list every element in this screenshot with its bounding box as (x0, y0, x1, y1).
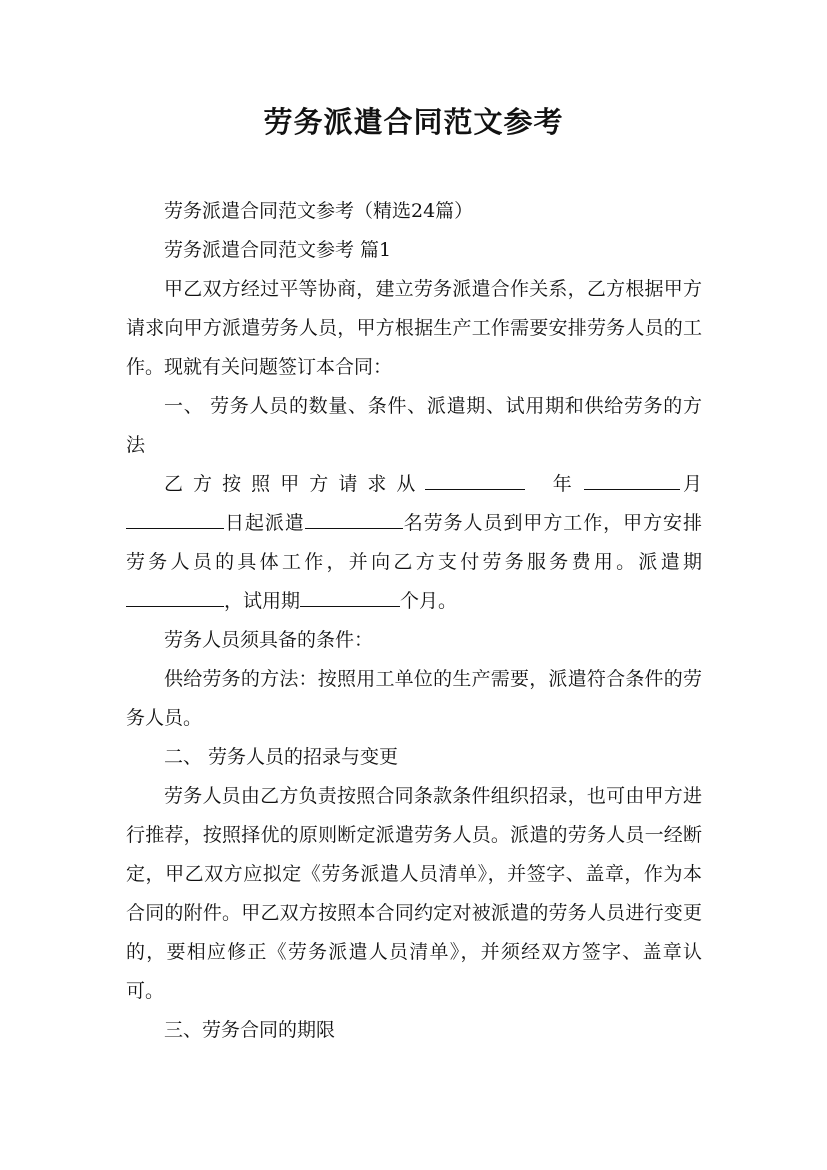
paragraph-recruitment: 劳务人员由乙方负责按照合同条款条件组织招录，也可由甲方进行推荐，按照择优的原则断定派遣劳务人员。派遣的劳务人员一经断定，甲乙双方应拟定《劳务派遣人员清单》，并签字、盖章，作为本合同的附件。甲乙双方按照本合同约定对被派遣的劳务人员进行变更的，要相应修正《劳务派遣人员清单》，并须经双方签字、盖章认可。 (126, 785, 702, 1002)
day-label: 日起派遣 (224, 512, 305, 534)
months-label: 个月。 (400, 590, 458, 612)
paragraph-supply-method: 供给劳务的方法：按照用工单位的生产需要，派遣符合条件的劳务人员。 (126, 668, 702, 729)
article-heading: 劳务派遣合同范文参考 篇1 (164, 239, 392, 261)
probation-blank (300, 584, 400, 607)
section-heading-2: 二、 劳务人员的招录与变更 (164, 746, 399, 768)
month-blank (584, 467, 680, 490)
document-title: 劳务派遣合同范文参考 (263, 105, 564, 139)
month-label: 月 (679, 473, 702, 495)
dispatch-period-blank (126, 584, 224, 607)
document-subtitle: 劳务派遣合同范文参考（精选24篇） (164, 200, 474, 222)
count-blank (305, 506, 403, 529)
year-blank (425, 467, 525, 490)
dispatch-text-start: 乙方按照甲方请求从 (164, 473, 426, 495)
probation-label: ，试用期 (224, 590, 301, 612)
document-body (126, 192, 702, 1050)
year-label: 年 (552, 473, 575, 495)
section-heading-3: 三、劳务合同的期限 (164, 1019, 336, 1041)
day-blank (126, 506, 224, 529)
paragraph-intro: 甲乙双方经过平等协商，建立劳务派遣合作关系，乙方根据甲方请求向甲方派遣劳务人员，甲方根据生产工作需要安排劳务人员的工作。现就有关问题签订本合同： (126, 278, 702, 378)
paragraph-dispatch-terms (126, 465, 702, 621)
dispatch-text-middle: 名劳务人员到甲方工作，甲方安排劳务人员的具体工作，并向乙方支付劳务服务费用。派遣期 (126, 512, 702, 573)
section-heading-1: 一、 劳务人员的数量、条件、派遣期、试用期和供给劳务的方法 (126, 395, 702, 456)
paragraph-conditions: 劳务人员须具备的条件： (164, 629, 374, 651)
